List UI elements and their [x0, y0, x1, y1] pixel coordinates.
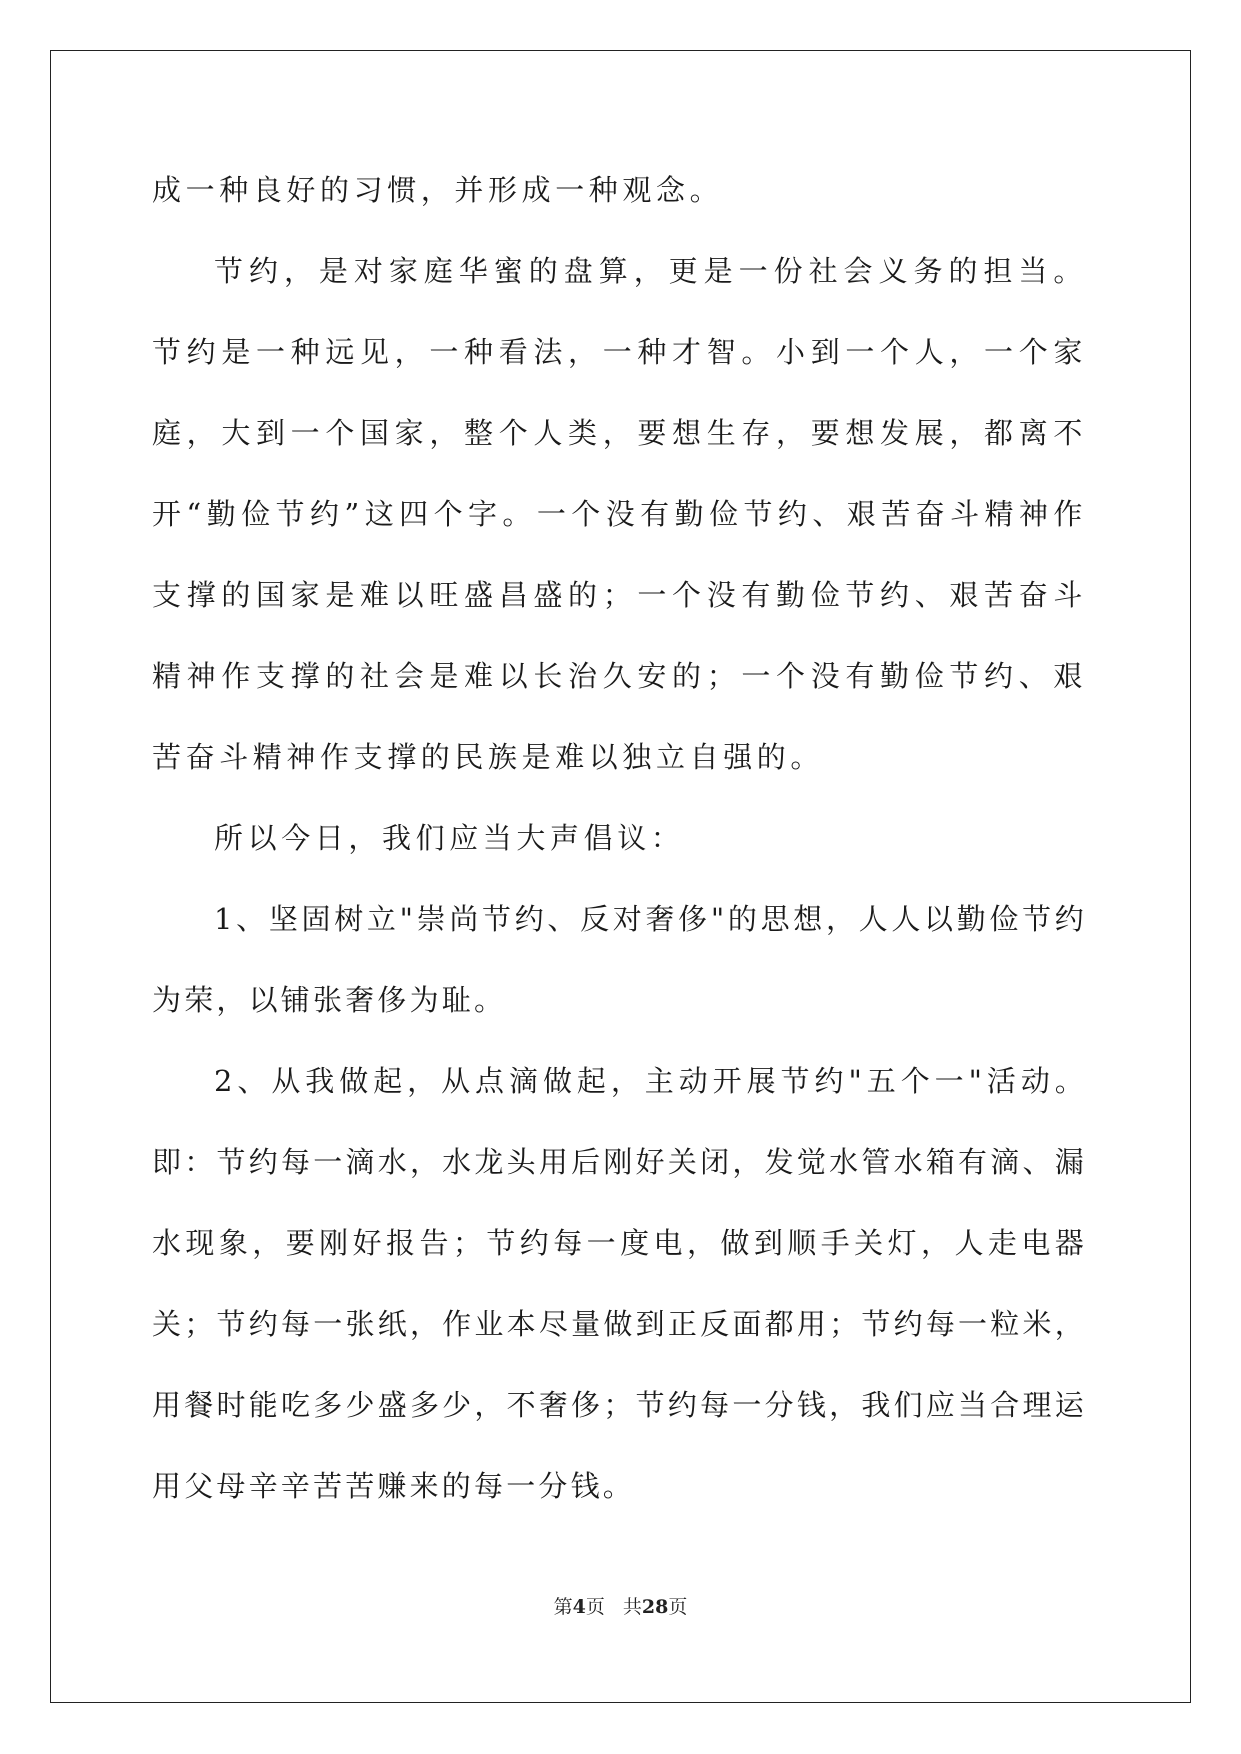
- paragraph-3: 所以今日，我们应当大声倡议：: [214, 821, 685, 855]
- total-pages: 28: [641, 1596, 669, 1618]
- paragraph-5: 2、从我做起，从点滴做起，主动开展节约"五个一"活动。即：节约每一滴水，水龙头用后刚好关闭，发觉水管水箱有滴、漏水现象，要刚好报告；节约每一度电，做到顺手关灯，人走电器关；节约每一张纸，作业本尽量做到正反面都用；节约每一粒米，用餐时能吃多少盛多少，不奢侈；节约每一分钱，我们应当合理运用父母辛辛苦苦赚来的每一分钱。: [152, 1064, 1087, 1503]
- paragraph-2: 节约，是对家庭华蜜的盘算，更是一份社会义务的担当。节约是一种远见，一种看法，一种才智。小到一个人，一个家庭，大到一个国家，整个人类，要想生存，要想发展，都离不开“勤俭节约”这四个字。一个没有勤俭节约、艰苦奋斗精神作支撑的国家是难以旺盛昌盛的；一个没有勤俭节约、艰苦奋斗精神作支撑的社会是难以长治久安的；一个没有勤俭节约、艰苦奋斗精神作支撑的民族是难以独立自强的。: [152, 254, 1087, 774]
- paragraph-4: 1、坚固树立"崇尚节约、反对奢侈"的思想，人人以勤俭节约为荣，以铺张奢侈为耻。: [152, 902, 1087, 1017]
- page-number: 4: [572, 1596, 586, 1618]
- paragraph-1: 成一种良好的习惯，并形成一种观念。: [152, 173, 724, 207]
- total-suffix: 页: [668, 1596, 688, 1618]
- page-suffix: 页: [585, 1596, 605, 1618]
- total-prefix: 共: [622, 1596, 642, 1618]
- page-footer: [0, 1592, 1241, 1619]
- page-prefix: 第: [553, 1596, 573, 1618]
- document-body: [152, 150, 1087, 1527]
